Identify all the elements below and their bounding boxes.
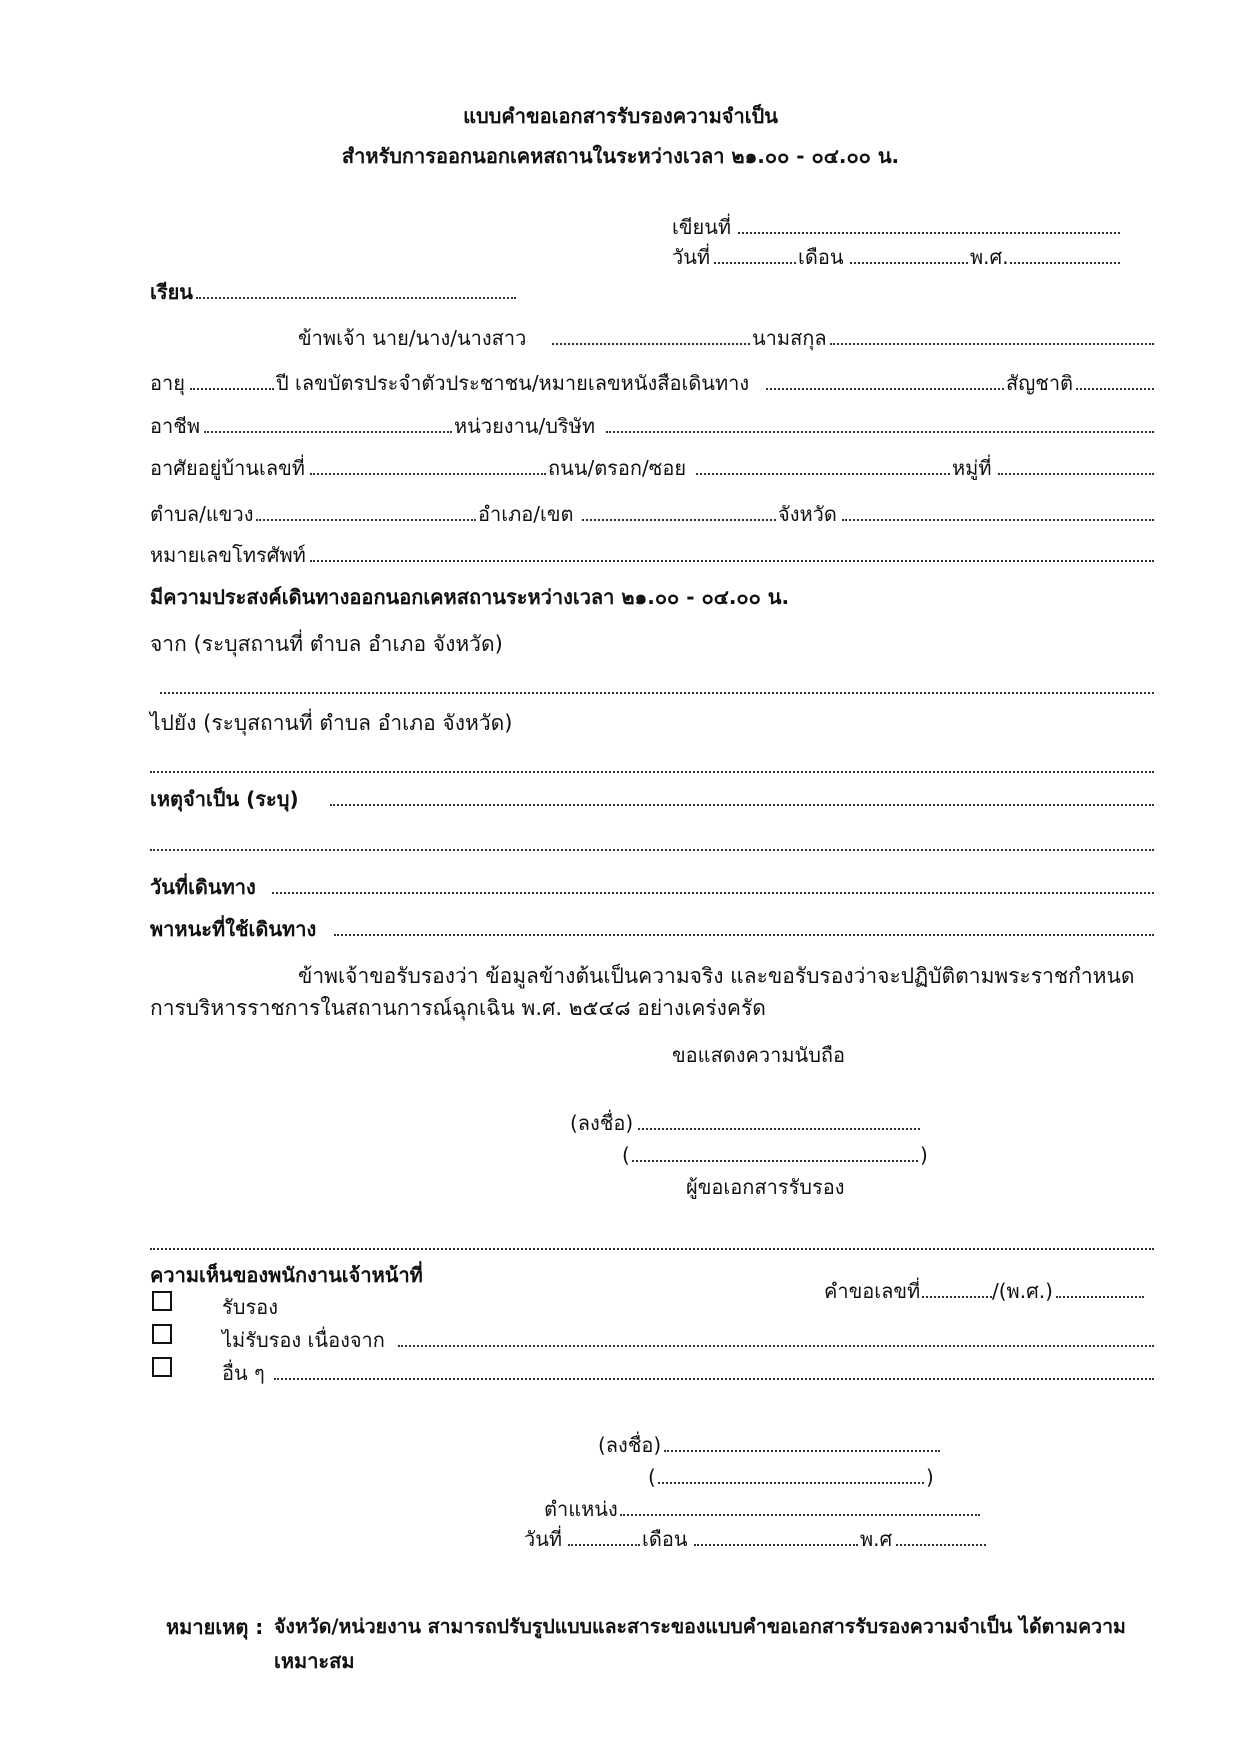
written-at-field[interactable] xyxy=(738,232,1120,234)
closing-text: ขอแสดงความนับถือ xyxy=(672,1043,846,1067)
village-label: หมู่ที่ xyxy=(952,456,992,480)
officer-date-label: วันที่ xyxy=(524,1527,563,1551)
workplace-field[interactable] xyxy=(606,431,1154,433)
subdistrict-field[interactable] xyxy=(256,519,476,521)
header-date-field[interactable] xyxy=(714,262,796,264)
officer-sign-field[interactable] xyxy=(664,1450,940,1452)
phone-label: หมายเลขโทรศัพท์ xyxy=(150,543,306,567)
age-field[interactable] xyxy=(190,388,274,390)
request-year-label: /(พ.ศ.) xyxy=(992,1279,1053,1303)
request-no-label: คำขอเลขที่ xyxy=(824,1279,921,1303)
to-field[interactable] xyxy=(150,771,1154,773)
declaration-line2: การบริหารราชการในสถานการณ์ฉุกเฉิน พ.ศ. ๒๕๔๘ อย่างเคร่งครัด xyxy=(150,996,766,1020)
officer-printed-name-field[interactable] xyxy=(658,1482,924,1484)
from-field[interactable] xyxy=(160,692,1154,694)
form-title: แบบคำขอเอกสารรับรองความจำเป็น xyxy=(463,104,778,128)
note-label: หมายเหตุ : xyxy=(166,1615,264,1639)
reject-label: ไม่รับรอง เนื่องจาก xyxy=(222,1328,385,1352)
workplace-label: หน่วยงาน/บริษัท xyxy=(454,414,596,438)
to-label: ไปยัง (ระบุสถานที่ ตำบล อำเภอ จังหวัด) xyxy=(150,711,513,735)
officer-paren-open: ( xyxy=(648,1465,656,1489)
reason-field[interactable] xyxy=(330,804,1154,806)
nationality-field[interactable] xyxy=(1076,388,1154,390)
vehicle-label: พาหนะที่ใช้เดินทาง xyxy=(150,917,317,941)
officer-year-label: พ.ศ xyxy=(860,1527,893,1551)
officer-month-label: เดือน xyxy=(642,1527,688,1551)
approve-checkbox[interactable] xyxy=(152,1291,172,1311)
note-line2: เหมาะสม xyxy=(274,1649,355,1673)
applicant-sign-field[interactable] xyxy=(638,1128,920,1130)
header-year-field[interactable] xyxy=(1010,262,1120,264)
declaration-line1: ข้าพเจ้าขอรับรองว่า ข้อมูลข้างต้นเป็นความจริง และขอรับรองว่าจะปฏิบัติตามพระราชกำหนด xyxy=(298,964,1135,988)
travel-date-label: วันที่เดินทาง xyxy=(150,875,256,899)
other-field[interactable] xyxy=(274,1378,1154,1380)
header-year-label: พ.ศ. xyxy=(970,245,1009,269)
officer-year-field[interactable] xyxy=(896,1544,986,1546)
reason-field-line2[interactable] xyxy=(150,849,1154,851)
district-field[interactable] xyxy=(582,519,776,521)
reason-label: เหตุจำเป็น (ระบุ) xyxy=(150,787,299,811)
applicant-paren-close: ) xyxy=(920,1143,928,1167)
request-no-field[interactable] xyxy=(922,1296,992,1298)
address-no-field[interactable] xyxy=(310,473,546,475)
surname-label: นามสกุล xyxy=(752,326,827,350)
name-prefix-label: ข้าพเจ้า นาย/นาง/นางสาว xyxy=(298,326,527,350)
header-date-label: วันที่ xyxy=(672,245,711,269)
reject-reason-field[interactable] xyxy=(398,1345,1154,1347)
province-field[interactable] xyxy=(842,519,1154,521)
name-field[interactable] xyxy=(552,343,750,345)
section-separator xyxy=(150,1248,1154,1250)
phone-field[interactable] xyxy=(310,560,1154,562)
age-label: อายุ xyxy=(150,371,185,395)
applicant-sign-label: (ลงชื่อ) xyxy=(570,1111,634,1135)
signer-role: ผู้ขอเอกสารรับรอง xyxy=(686,1175,845,1199)
note-line1: จังหวัด/หน่วยงาน สามารถปรับรูปแบบและสาระของแบบคำขอเอกสารรับรองความจำเป็น ได้ตามความ xyxy=(274,1615,1126,1638)
officer-position-label: ตำแหน่ง xyxy=(544,1497,618,1521)
other-checkbox[interactable] xyxy=(152,1357,172,1377)
salutation-label: เรียน xyxy=(150,280,193,304)
id-label: ปี เลขบัตรประจำตัวประชาชน/หมายเลขหนังสือเดินทาง xyxy=(276,371,750,395)
surname-field[interactable] xyxy=(830,343,1154,345)
nationality-label: สัญชาติ xyxy=(1006,371,1074,395)
travel-purpose: มีความประสงค์เดินทางออกนอกเคหสถานระหว่างเวลา ๒๑.๐๐ - ๐๔.๐๐ น. xyxy=(150,585,790,609)
occupation-field[interactable] xyxy=(204,431,452,433)
other-label: อื่น ๆ xyxy=(222,1361,265,1385)
officer-position-field[interactable] xyxy=(620,1514,980,1516)
district-label: อำเภอ/เขต xyxy=(478,502,574,526)
road-label: ถนน/ตรอก/ซอย xyxy=(548,456,687,480)
road-field[interactable] xyxy=(696,473,950,475)
approve-label: รับรอง xyxy=(222,1295,278,1319)
subdistrict-label: ตำบล/แขวง xyxy=(150,502,254,526)
id-field[interactable] xyxy=(766,388,1004,390)
header-month-label: เดือน xyxy=(798,245,844,269)
officer-month-field[interactable] xyxy=(694,1544,858,1546)
officer-date-field[interactable] xyxy=(568,1544,640,1546)
village-field[interactable] xyxy=(998,473,1154,475)
travel-date-field[interactable] xyxy=(272,892,1154,894)
salutation-field[interactable] xyxy=(196,297,516,299)
written-at-label: เขียนที่ xyxy=(672,215,732,239)
address-no-label: อาศัยอยู่บ้านเลขที่ xyxy=(150,456,305,480)
reject-checkbox[interactable] xyxy=(152,1324,172,1344)
applicant-printed-name-field[interactable] xyxy=(632,1160,918,1162)
vehicle-field[interactable] xyxy=(334,934,1154,936)
from-label: จาก (ระบุสถานที่ ตำบล อำเภอ จังหวัด) xyxy=(150,632,503,656)
request-year-field[interactable] xyxy=(1056,1296,1144,1298)
officer-paren-close: ) xyxy=(926,1465,934,1489)
form-subtitle: สำหรับการออกนอกเคหสถานในระหว่างเวลา ๒๑.๐๐ - ๐๔.๐๐ น. xyxy=(341,144,900,168)
occupation-label: อาชีพ xyxy=(150,414,200,438)
header-month-field[interactable] xyxy=(850,262,968,264)
applicant-paren-open: ( xyxy=(622,1143,630,1167)
officer-sign-label: (ลงชื่อ) xyxy=(598,1433,662,1457)
officer-heading: ความเห็นของพนักงานเจ้าหน้าที่ xyxy=(150,1263,423,1287)
province-label: จังหวัด xyxy=(778,502,837,526)
